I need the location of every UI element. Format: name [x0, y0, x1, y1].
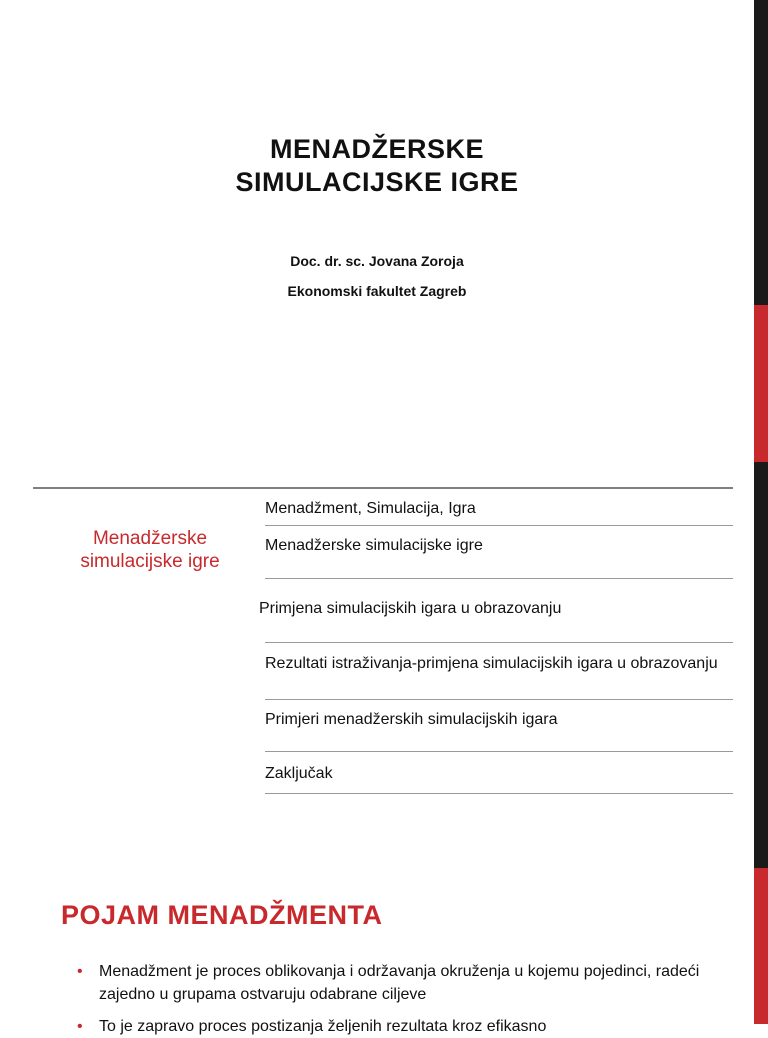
accent-bar — [754, 305, 768, 462]
bullet-item: • Menadžment je proces oblikovanja i održavanja okruženja u kojemu pojedinci, radeći zajedno u grupama ostvaruju odabrane ciljeve — [99, 960, 719, 1006]
bullet-item: • To je zapravo proces postizanja željenih rezultata kroz efikasno — [99, 1015, 719, 1038]
agenda-divider — [265, 642, 733, 643]
agenda-divider — [265, 525, 733, 526]
agenda-divider — [265, 793, 733, 794]
agenda-divider — [265, 578, 733, 579]
scroll-rail — [754, 0, 768, 1024]
top-divider — [33, 487, 733, 489]
agenda-item: Menadžerske simulacijske igre — [265, 537, 483, 554]
author-name: Doc. dr. sc. Jovana Zoroja — [290, 253, 464, 269]
faculty-name: Ekonomski fakultet Zagreb — [287, 283, 467, 299]
slide-title — [0, 133, 754, 199]
section-title: Menadžerske simulacijske igre — [80, 528, 220, 572]
content-slide — [0, 868, 754, 1035]
agenda-slide — [0, 444, 754, 844]
agenda-divider — [265, 699, 733, 700]
agenda-item: Menadžment, Simulacija, Igra — [265, 500, 476, 517]
slide-heading: POJAM MENADŽMENTA — [61, 900, 383, 930]
agenda-item: Primjeri menadžerskih simulacijskih igara — [265, 711, 558, 728]
agenda-item: Primjena simulacijskih igara u obrazovanju — [259, 600, 562, 617]
agenda-divider — [265, 751, 733, 752]
title-line-2: SIMULACIJSKE IGRE — [235, 167, 519, 197]
accent-bar — [754, 868, 768, 1024]
title-slide — [0, 0, 754, 440]
title-line-1: MENADŽERSKE — [269, 134, 484, 164]
agenda-item: Rezultati istraživanja-primjena simulacijskih igara u obrazovanju — [265, 655, 718, 672]
agenda-item: Zaključak — [265, 765, 333, 782]
